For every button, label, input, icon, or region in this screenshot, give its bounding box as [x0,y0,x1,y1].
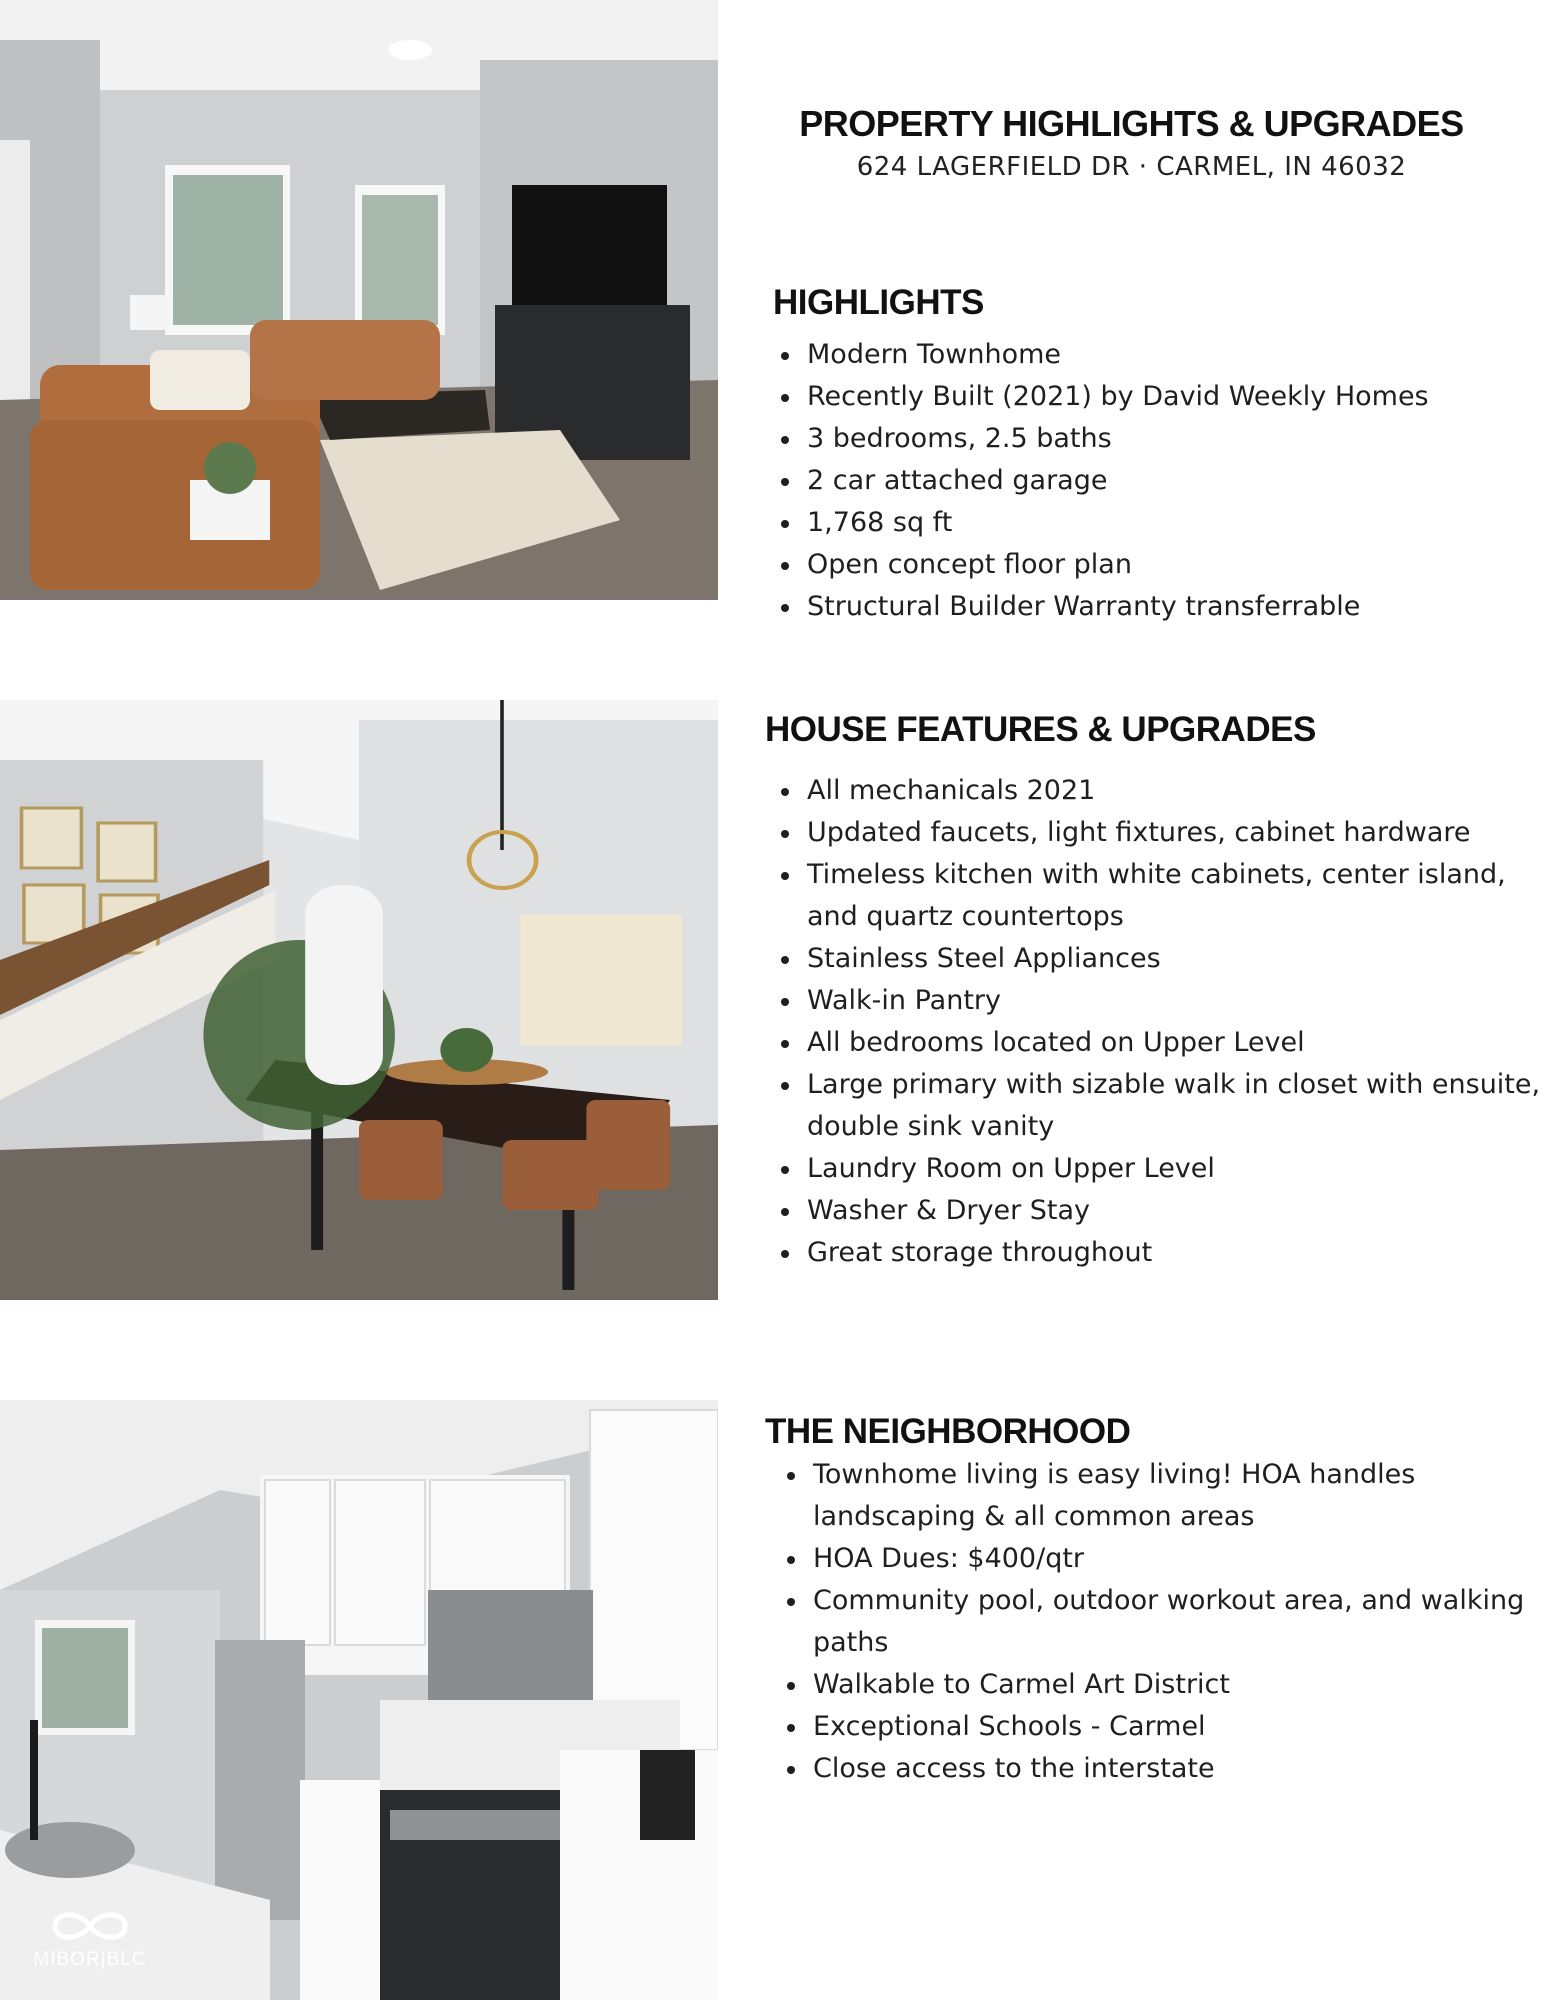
list-item: Recently Built (2021) by David Weekly Homes [775,376,1545,418]
list-item: 1,768 sq ft [775,502,1545,544]
mibor-logo [30,1905,150,1971]
property-address: 624 LAGERFIELD DR · CARMEL, IN 46032 [856,152,1407,182]
highlights-list [775,334,1545,628]
infinity-logo-icon [47,1905,133,1947]
neighborhood-list [781,1454,1545,1790]
neighborhood-heading: THE NEIGHBORHOOD [765,1412,1131,1451]
features-list [775,770,1545,1274]
list-item: Laundry Room on Upper Level [775,1148,1545,1190]
dining-room-photo [0,700,718,1300]
list-item: Structural Builder Warranty transferrable [775,586,1545,628]
dining-room-illustration [0,700,718,1300]
list-item: Walk-in Pantry [775,980,1545,1022]
logo-text: MIBOR|BLC [33,1949,147,1970]
list-item: Washer & Dryer Stay [775,1190,1545,1232]
list-item: Great storage throughout [775,1232,1545,1274]
list-item: Community pool, outdoor workout area, and walking paths [781,1580,1545,1664]
living-room-photo [0,0,718,600]
list-item: Updated faucets, light fixtures, cabinet hardware [775,812,1545,854]
features-heading: HOUSE FEATURES & UPGRADES [765,710,1316,749]
page-title: PROPERTY HIGHLIGHTS & UPGRADES [799,103,1464,144]
list-item: Stainless Steel Appliances [775,938,1545,980]
list-item: 3 bedrooms, 2.5 baths [775,418,1545,460]
list-item: Open concept floor plan [775,544,1545,586]
list-item: Modern Townhome [775,334,1545,376]
list-item: Townhome living is easy living! HOA handles landscaping & all common areas [781,1454,1545,1538]
list-item: All mechanicals 2021 [775,770,1545,812]
list-item: Close access to the interstate [781,1748,1545,1790]
list-item: 2 car attached garage [775,460,1545,502]
list-item: All bedrooms located on Upper Level [775,1022,1545,1064]
list-item: Exceptional Schools - Carmel [781,1706,1545,1748]
highlights-heading: HIGHLIGHTS [773,283,984,322]
living-room-illustration [0,0,718,600]
list-item: Large primary with sizable walk in closet with ensuite, double sink vanity [775,1064,1545,1148]
list-item: HOA Dues: $400/qtr [781,1538,1545,1580]
list-item: Timeless kitchen with white cabinets, center island, and quartz countertops [775,854,1545,938]
list-item: Walkable to Carmel Art District [781,1664,1545,1706]
